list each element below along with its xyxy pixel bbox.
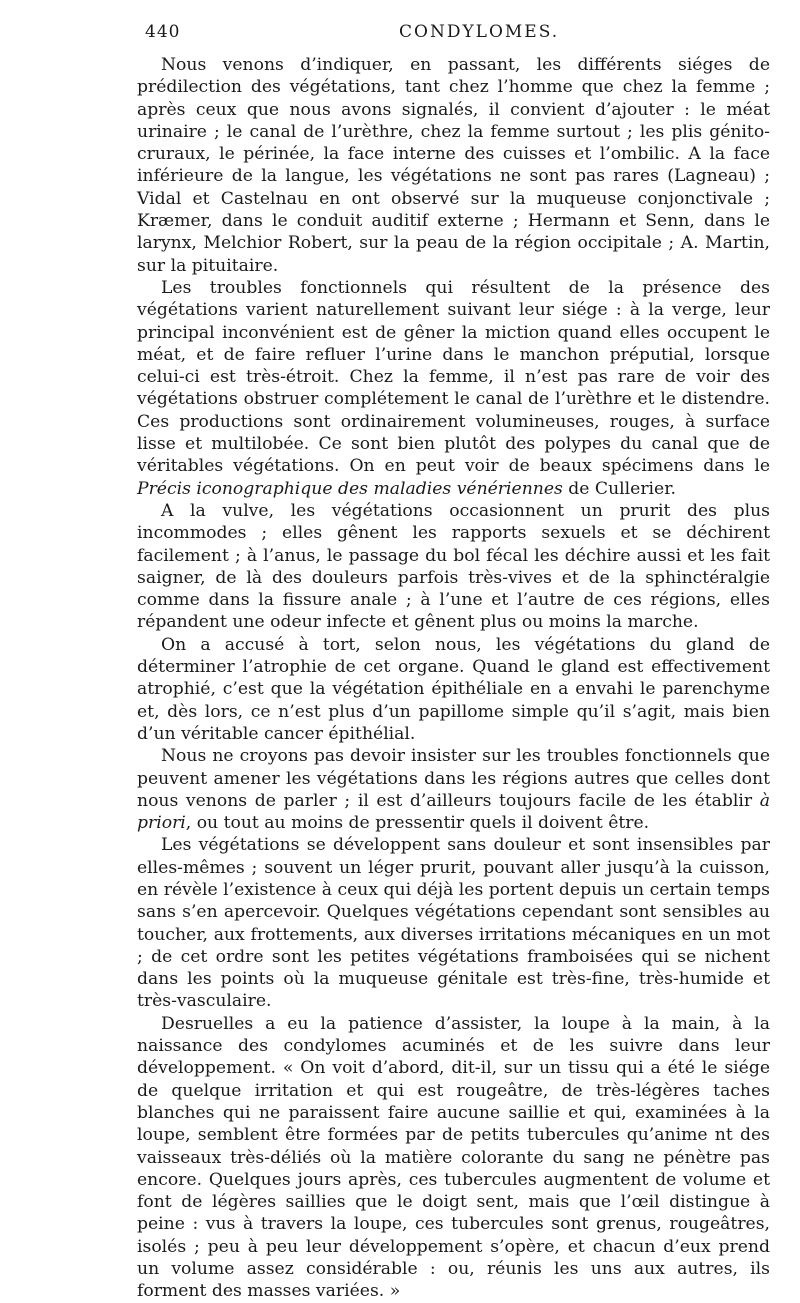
paragraph-text: Nous venons d’indiquer, en passant, les différents siéges de prédilection des végétations, tant chez l’homme que chez la femme ; après ceux que nous avons signalés, il convient d’ajouter : le méat urinaire ; le canal de l’urèthre, chez la femme surtout ; les plis génito-cruraux, le périnée, la face interne des cuisses et l’ombilic. A la face inférieure de la langue, les végétations ne sont pas rares (Lagneau) ; Vidal et Castelnau en ont observé sur la muqueuse conjonctivale ; Kræmer, dans le conduit auditif externe ; Hermann et Senn, dans le larynx, Melchior Robert, sur la peau de la région occipitale ; A. Martin, sur la pituitaire. xyxy=(137,55,770,276)
paragraph-text: de Cullerier. xyxy=(562,478,676,499)
paragraph-text: , ou tout au moins de pressentir quels il doivent être. xyxy=(185,813,650,834)
paragraph-other-regions xyxy=(137,745,770,834)
page-number: 440 xyxy=(145,22,181,42)
paragraph-desruelles xyxy=(137,1013,770,1303)
paragraph-atrophy xyxy=(137,634,770,745)
paragraph-vulva xyxy=(137,500,770,634)
paragraph-sites xyxy=(137,54,770,277)
paragraph-text: On a accusé à tort, selon nous, les végétations du gland de déterminer l’atrophie de cet organe. Quand le gland est effectivement atrophié, c’est que la végétation épithéliale en a envahi le parenchyme et, dès lors, ce n’est plus d’un papillome simple qu’il s’agit, mais bien d’un véritable cancer épithélial. xyxy=(137,634,770,744)
running-title: CONDYLOMES. xyxy=(399,22,560,42)
latin-phrase: à priori xyxy=(137,790,770,834)
paragraph-text: A la vulve, les végétations occasionnent un prurit des plus incommodes ; elles gênent les rapports sexuels et se déchirent facilement ; à l’anus, le passage du bol fécal les déchire aussi et les fait saigner, de là des douleurs parfois très-vives et de la sphinctéralgie comme dans la fissure anale ; à l’une et l’autre de ces régions, elles répandent une odeur infecte et gênent plus ou moins la marche. xyxy=(137,500,770,633)
running-head xyxy=(137,22,770,52)
paragraph-text: Les végétations se développent sans douleur et sont insensibles par elles-mêmes ; souvent un léger prurit, pouvant aller jusqu’à la cuisson, en révèle l’existence à ceux qui déjà les portent depuis un certain temps sans s’en apercevoir. Quelques végétations cependant sont sensibles au toucher, aux frottements, aux diverses irritations mécaniques en un mot ; de cet ordre sont les petites végétations framboisées qui se nichent dans les points où la muqueuse génitale est très-fine, très-humide et très-vasculaire. xyxy=(137,835,770,1012)
paragraph-text: Nous ne croyons pas devoir insister sur les troubles fonctionnels que peuvent amener les végétations dans les régions autres que celles dont nous venons de parler ; il est d’ailleurs toujours facile de les établir xyxy=(137,746,770,811)
paragraph-text: Les troubles fonctionnels qui résultent de la présence des végétations varient naturellement suivant leur siége : à la verge, leur principal inconvénient est de gêner la miction quand elles occupent le méat, et de faire refluer l’urine dans le manchon préputial, lorsque celui-ci est très-étroit. Chez la femme, il n’est pas rare de voir des végétations obstruer complétement le canal de l’urèthre et le distendre. Ces productions sont ordinairement volumineuses, rouges, à surface lisse et multilobée. Ce sont bien plutôt des polypes du canal que de véritables végétations. On en peut voir de beaux spécimens dans le xyxy=(137,277,770,477)
paragraph-text: Desruelles a eu la patience d’assister, la loupe à la main, à la naissance des condylomes acuminés et de les suivre dans leur développement. « On voit d’abord, dit-il, sur un tissu qui a été le siége de quelque irritation et qui est rougeâtre, de très-légères taches blanches qui ne paraissent faire aucune saillie et qui, examinées à la loupe, semblent être formées par de petits tubercules qu’anime nt des vaisseaux très-déliés où la matière colorante du sang ne pénètre pas encore. Quelques jours après, ces tubercules augmentent de volume et font de légères saillies que le doigt sent, mais que l’œil distingue à peine : vus à travers la loupe, ces tubercules sont grenus, rougeâtres, isolés ; peu à peu leur développement s’opère, et chacun d’eux prend un volume assez considérable : ou, réunis les uns aux autres, ils forment des masses variées. » xyxy=(137,1013,770,1302)
book-title-reference: Précis iconographique des maladies vénériennes xyxy=(137,478,563,499)
paragraph-functional-troubles xyxy=(137,277,770,500)
paragraph-development xyxy=(137,834,770,1012)
body-text xyxy=(137,54,770,1303)
